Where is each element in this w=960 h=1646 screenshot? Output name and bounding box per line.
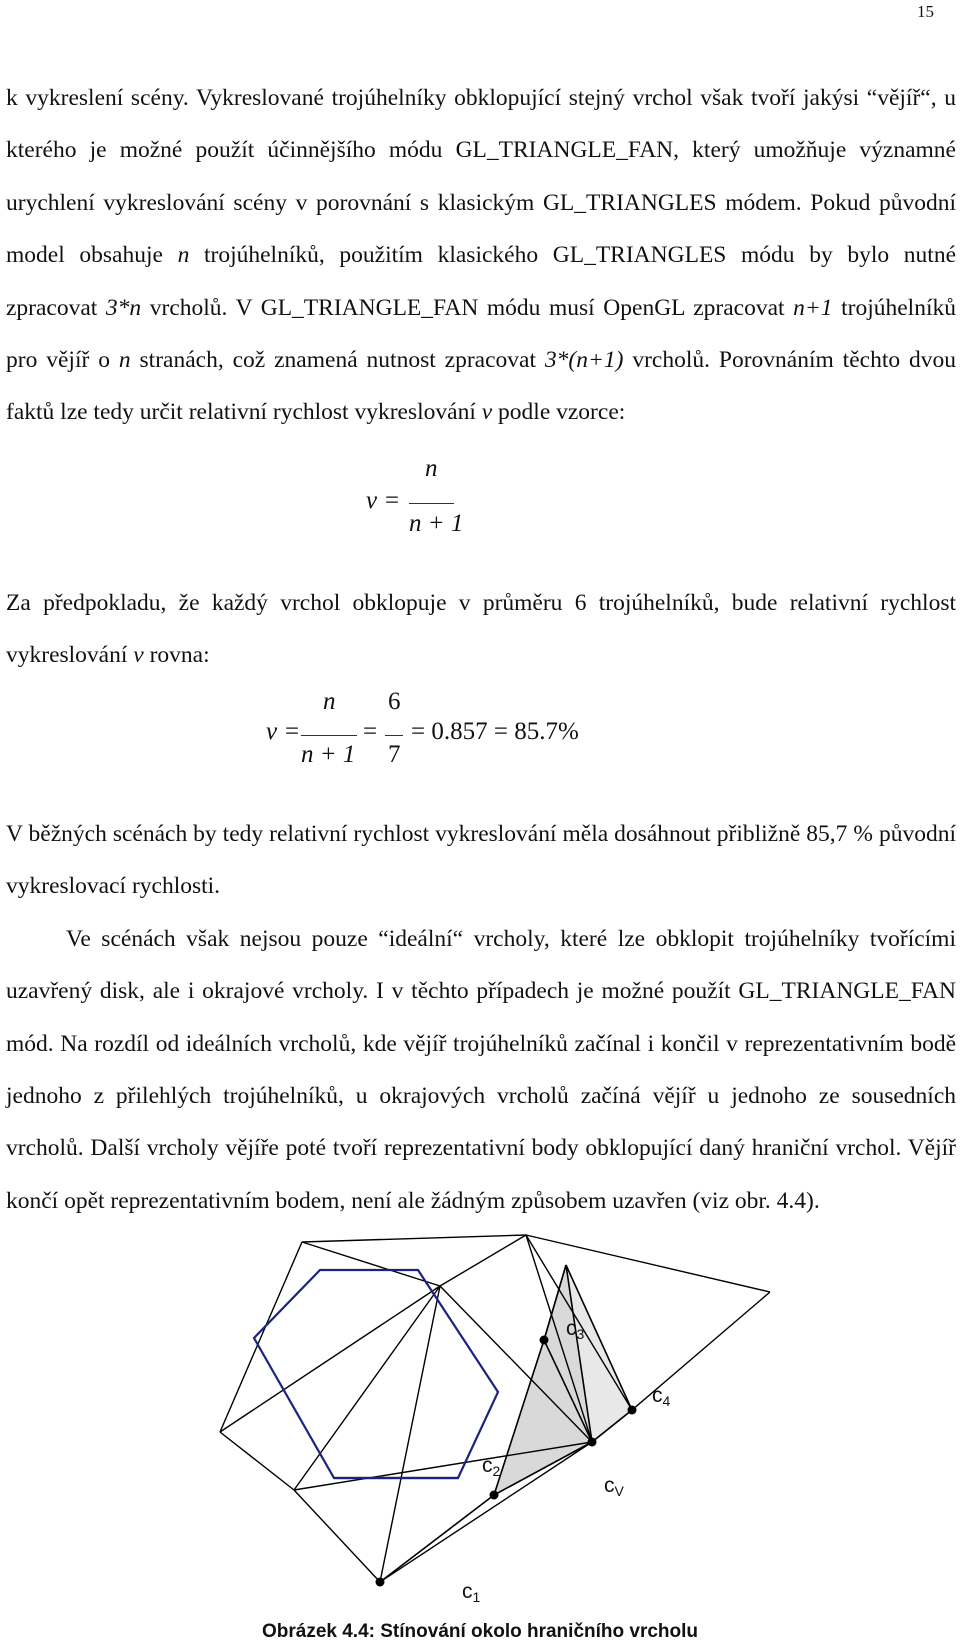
p1-text-f: vrcholů. Porovnáním těchto dvou faktů lze tedy určit relativní rychlost vykreslování <box>6 347 957 426</box>
paragraph-1 <box>6 72 956 439</box>
p1-text-e: stranách, což znamená nutnost zpracovat <box>130 347 545 374</box>
p1-math-3n: 3*n <box>105 294 142 321</box>
p1-var-n2: n <box>118 347 131 374</box>
p1-text-d: trojúhelníků pro vějíř o <box>6 294 956 374</box>
p1-text-c: vrcholů. V GL_TRIANGLE_FAN módu musí OpenGL zpracovat <box>141 294 794 321</box>
formula-2-result: = 0.857 = 85.7% <box>411 718 579 745</box>
p2-var-v: v <box>133 642 144 669</box>
formula-2 <box>0 690 960 790</box>
formula-2-equals: = <box>363 718 378 745</box>
p1-var-v: v <box>481 399 493 426</box>
formula-2-numerator: n <box>323 688 336 715</box>
figure-4-4 <box>0 1230 960 1605</box>
formula-1-lhs: v = <box>366 487 401 514</box>
p1-text-a: k vykreslení scény. Vykreslované trojúhelníky obklopující stejný vrchol však tvoří jakýsi “vějíř“, u kterého je možné použít účinnějšího módu GL_TRIANGLE_FAN, který umožňuje významné urychlení vykreslování scény v porovnání s klasickým GL_TRIANGLES módem. Pokud původní model obsahuje <box>6 85 956 269</box>
page-number: 15 <box>917 2 934 21</box>
formula-1-fraction-bar <box>409 503 454 504</box>
formula-2-fraction-bar-1 <box>301 735 357 736</box>
paragraph-3 <box>6 808 956 1227</box>
formula-2-denominator-2: 7 <box>388 741 401 768</box>
formula-2-lhs: v = <box>266 718 301 745</box>
vertex-c3 <box>540 1336 549 1345</box>
formula-1-denominator: n + 1 <box>409 510 464 537</box>
vertex-c2 <box>490 1491 499 1500</box>
p1-text-b: trojúhelníků, použitím klasického GL_TRIANGLES módu by bylo nutné zpracovat <box>6 242 956 321</box>
label-c2: c2 <box>482 1454 501 1479</box>
p2-text-b: rovna: <box>143 642 210 669</box>
paragraph-2 <box>6 577 956 682</box>
vertex-c1 <box>376 1578 385 1587</box>
formula-2-denominator: n + 1 <box>301 741 356 768</box>
p3-text: V běžných scénách by tedy relativní rychlost vykreslování měla dosáhnout přibližně 85,7 % původní vykreslovací rychlosti. <box>6 821 956 900</box>
p1-math-3n1: 3*(n+1) <box>544 347 624 374</box>
mesh-diagram <box>0 1230 960 1605</box>
label-cv: cV <box>604 1474 624 1499</box>
vertex-c4 <box>628 1406 637 1415</box>
formula-1-numerator: n <box>425 455 438 482</box>
label-c1: c1 <box>462 1580 481 1605</box>
hexagon-outline <box>254 1270 498 1478</box>
formula-1 <box>0 455 960 555</box>
p2-text-a: Za předpokladu, že každý vrchol obklopuje v průměru 6 trojúhelníků, bude relativní rychlost vykreslování <box>6 590 956 669</box>
p1-var-n: n <box>177 242 190 269</box>
label-c3: c3 <box>566 1317 585 1342</box>
formula-2-numerator-2: 6 <box>388 688 401 715</box>
vertex-cv <box>588 1438 597 1447</box>
label-c4: c4 <box>652 1384 671 1409</box>
formula-2-fraction-bar-2 <box>385 735 403 736</box>
figure-caption: Obrázek 4.4: Stínování okolo hraničního vrcholu <box>261 1621 699 1642</box>
p4-text: Ve scénách však nejsou pouze “ideální“ vrcholy, které lze obklopit trojúhelníky tvořícími uzavřený disk, ale i okrajové vrcholy. I v těchto případech je možné použít GL_TRIANGLE_FAN mód. Na rozdíl od ideálních vrcholů, kde vějíř trojúhelníků začínal i končil v reprezentativním bodě jednoho z přilehlých trojúhelníků, u okrajových vrcholů začíná vějíř u jednoho ze sousedních vrcholů. Další vrcholy vějíře poté tvoří reprezentativní body obklopující daný hraniční vrchol. Vějíř končí opět reprezentativním bodem, není ale žádným způsobem uzavřen (viz obr. 4.4). <box>6 925 956 1214</box>
p1-math-n1: n+1 <box>793 294 833 321</box>
p1-text-g: podle vzorce: <box>492 399 626 426</box>
